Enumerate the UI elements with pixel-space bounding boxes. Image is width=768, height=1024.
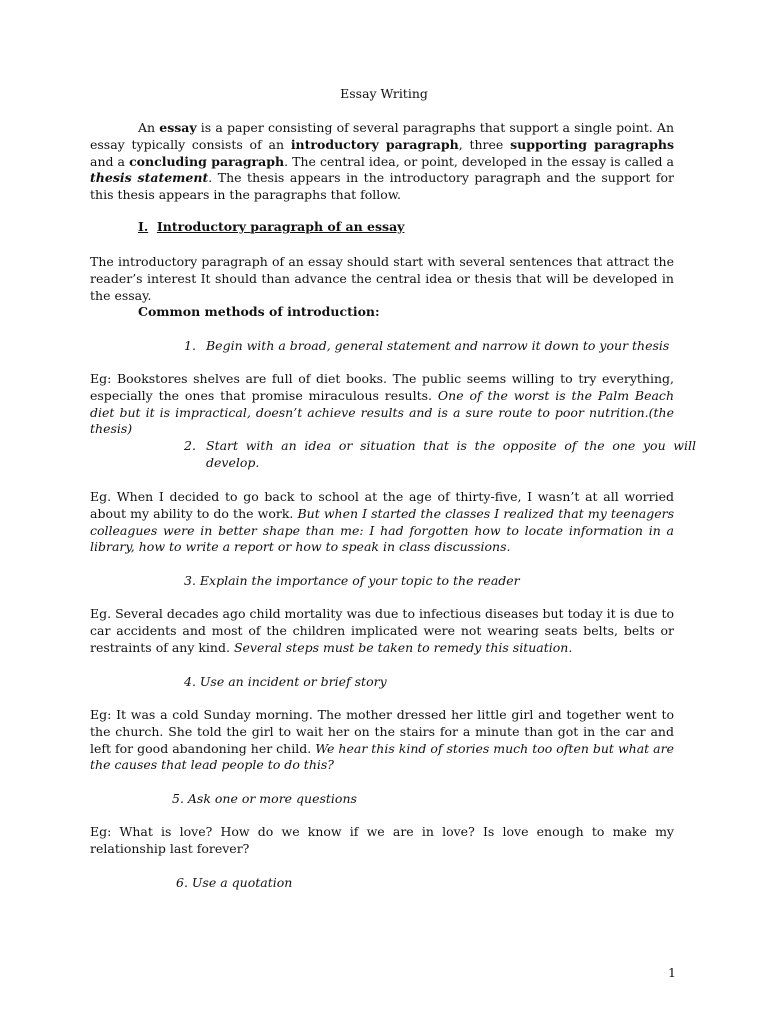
term-introductory-paragraph: introductory paragraph — [290, 136, 459, 152]
intro-text: is a paper consisting of several paragraphs that support a single point. An essay typically consists of an — [90, 120, 674, 152]
example-thesis: We hear this kind of stories much too often but what are the causes that lead people to do this? — [90, 740, 674, 773]
method-number: 2. — [184, 438, 196, 453]
method-item-3: 3. Explain the importance of your topic to the reader — [184, 573, 520, 588]
intro-text: . The central idea, or point, developed in the essay is called a — [284, 153, 674, 169]
method-item-6: 6. Use a quotation — [176, 875, 293, 890]
example-text: Eg. When I decided to go back to school at the age of thirty-five, I wasn’t at all worried about my ability to do the work. — [90, 489, 674, 521]
term-essay: essay — [159, 120, 197, 135]
intro-text: and a — [90, 153, 130, 169]
term-supporting-paragraphs: supporting paragraphs — [510, 136, 674, 152]
example-thesis: Several steps must be taken to remedy this situation. — [233, 639, 573, 655]
intro-text: . The thesis appears in the introductory paragraph and the support for this thesis appears in the paragraphs that follow. — [90, 170, 675, 203]
example-paragraph-5: Eg: What is love? How do we know if we are in love? Is love enough to make my relationship last forever? — [90, 824, 674, 856]
example-text: Eg: It was a cold Sunday morning. The mother dressed her little girl and together went to the church. She told the girl to wait her on the stairs for a minute than got in the car and left for good abandoning her child. — [90, 707, 674, 756]
method-number: 1. — [184, 338, 196, 353]
method-text: Begin with a broad, general statement and narrow it down to your thesis — [206, 338, 670, 353]
example-paragraph-2 — [90, 489, 674, 556]
term-thesis-statement: thesis statement — [90, 170, 209, 186]
example-text: Eg: Bookstores shelves are full of diet books. The public seems willing to try everything, especially the ones that promise miraculous results. — [90, 371, 674, 403]
example-text: Eg. Several decades ago child mortality was due to infectious diseases but today it is due to car accidents and most of the children implicated were not wearing seats belts, belts or restraints of any kind. — [90, 606, 674, 655]
intro-text: An — [138, 120, 160, 135]
page-title: Essay Writing — [340, 86, 428, 101]
example-paragraph-3 — [90, 606, 674, 656]
example-paragraph-1 — [90, 371, 674, 438]
methods-heading: Common methods of introduction: — [138, 304, 380, 319]
example-paragraph-4 — [90, 707, 674, 774]
intro-paragraph — [90, 120, 674, 204]
method-item-2 — [184, 438, 696, 472]
intro-text: , three — [458, 136, 511, 152]
method-text: Start with an idea or situation that is the opposite of the one you will develop. — [206, 438, 696, 470]
example-thesis: One of the worst is the Palm Beach diet but it is impractical, doesn’t achieve results and is a sure route to poor nutrition.(the thesis) — [90, 387, 674, 437]
method-item-1 — [184, 338, 669, 355]
method-item-4: 4. Use an incident or brief story — [184, 674, 387, 689]
section-paragraph: The introductory paragraph of an essay should start with several sentences that attract the reader’s interest It should than advance the central idea or thesis that will be developed in the essay. — [90, 254, 674, 303]
term-concluding-paragraph: concluding paragraph — [129, 153, 285, 169]
page-number: 1 — [668, 965, 676, 980]
example-thesis: But when I started the classes I realized that my teenagers colleagues were in better shape than me: I had forgotten how to locate information in a library, how to write a report or how to speak in class discussions. — [90, 505, 674, 555]
section-number: I. — [138, 219, 149, 234]
method-item-5: 5. Ask one or more questions — [172, 791, 357, 806]
section-heading — [138, 219, 404, 236]
section-title: Introductory paragraph of an essay — [156, 219, 405, 234]
